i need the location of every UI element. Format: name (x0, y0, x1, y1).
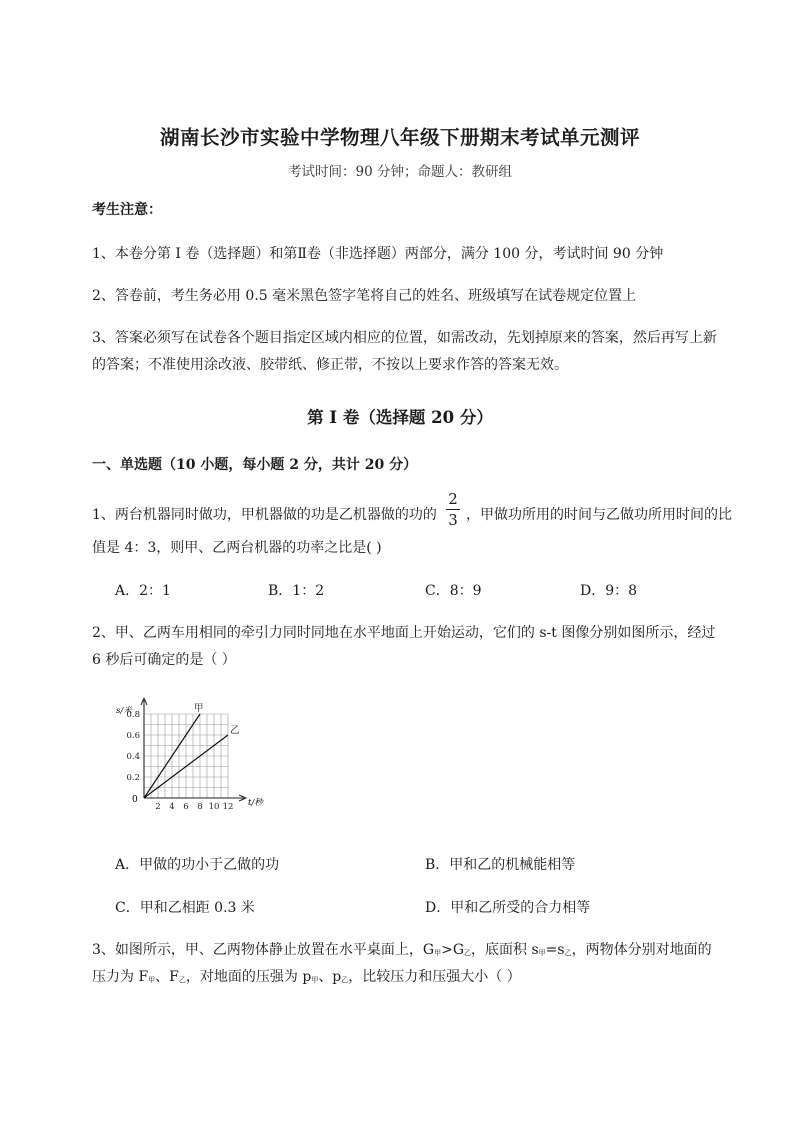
q3-eq: =s (545, 942, 565, 958)
q2-line-2: 6 秒后可确定的是（ ） (92, 652, 236, 668)
q2-option-d[interactable]: D．甲和乙所受的合力相等 (425, 900, 591, 916)
s-t-chart (108, 698, 288, 820)
q3-line-1-c: ，两物体分别对地面的 (571, 942, 712, 958)
fraction-numerator: 2 (448, 490, 458, 508)
q2-line-1: 2、甲、乙两车用相同的牵引力同时同地在水平地面上开始运动，它们的 s-t 图像分别如图所示，经过 (92, 625, 716, 641)
q3-dun: 、p (318, 969, 342, 985)
page-title: 湖南长沙市实验中学物理八年级下册期末考试单元测评 (159, 126, 640, 149)
q1-text-a: 1、两台机器同时做功，甲机器做的功是乙机器做的功的 (92, 507, 437, 523)
q1-option-a[interactable]: A．2：1 (115, 583, 171, 599)
x-tick-label: 6 (183, 802, 189, 812)
q1-option-d[interactable]: D．9：8 (580, 583, 638, 599)
q3-line-2-b: ，对地面的压强为 p (185, 969, 312, 985)
q1-option-c[interactable]: C．8：9 (425, 583, 482, 599)
series-label: 甲 (194, 703, 204, 714)
exam-info: 考试时间：90 分钟；命题人：教研组 (288, 164, 512, 180)
x-tick-label: 2 (155, 802, 161, 812)
y-tick-label: 0.6 (126, 731, 140, 741)
subscript-jia: 甲 (148, 976, 156, 984)
q3-line-2-c: ，比较压力和压强大小（ ） (348, 969, 521, 985)
x-tick-label: 8 (197, 802, 203, 812)
subscript-yi: 乙 (564, 949, 572, 957)
fraction-two-thirds (446, 490, 460, 529)
x-axis-label: t/秒 (248, 798, 263, 808)
q1-line-2: 值是 4：3，则甲、乙两台机器的功率之比是( ) (92, 540, 382, 556)
q2-option-a[interactable]: A．甲做的功小于乙做的功 (115, 857, 280, 873)
notice-item-1: 1、本卷分第 I 卷（选择题）和第Ⅱ卷（非选择题）两部分，满分 100 分，考试时间 90 分钟 (92, 246, 664, 262)
fraction-denominator: 3 (448, 511, 458, 529)
fraction-bar (446, 509, 460, 510)
series-label: 乙 (230, 725, 240, 736)
y-tick-label: 0.4 (126, 752, 140, 762)
q3-comma: 、F (155, 969, 179, 985)
q3-line-1-b: ，底面积 s (471, 942, 539, 958)
y-tick-label: 0.8 (126, 710, 140, 720)
chart-series (144, 703, 240, 798)
q2-option-b[interactable]: B．甲和乙的机械能相等 (425, 857, 576, 873)
chart-grid (144, 714, 228, 798)
subscript-yi: 乙 (341, 976, 349, 984)
x-tick-label: 4 (169, 802, 175, 812)
subscript-jia: 甲 (311, 976, 319, 984)
q3-line-2 (92, 967, 521, 990)
notice-item-3-line-1: 3、答案必须写在试卷各个题目指定区域内相应的位置，如需改动，先划掉原来的答案，然后再写上新 (92, 330, 717, 346)
subscript-jia: 甲 (434, 949, 442, 957)
x-tick-label: 12 (222, 802, 234, 812)
subscript-yi: 乙 (178, 976, 186, 984)
part-heading: 一、单选题（10 小题，每小题 2 分，共计 20 分） (92, 457, 418, 473)
q1-text-b: ，甲做功所用的时间与乙做功所用时间的比 (466, 507, 732, 523)
notice-item-2: 2、答卷前，考生务必用 0.5 毫米黑色签字笔将自己的姓名、班级填写在试卷规定位置上 (92, 288, 637, 304)
q3-gt: >G (441, 942, 465, 958)
y-axis-label: s/米 (116, 706, 132, 716)
subscript-yi: 乙 (464, 949, 472, 957)
notice-heading: 考生注意： (92, 202, 162, 218)
q2-option-c[interactable]: C．甲和乙相距 0.3 米 (115, 900, 255, 916)
q3-line-1-a: 3、如图所示，甲、乙两物体静止放置在水平桌面上，G (92, 942, 435, 958)
x-tick-label: 10 (208, 802, 220, 812)
origin-label: 0 (132, 795, 138, 805)
notice-item-3-line-2: 的答案；不准使用涂改液、胶带纸、修正带，不按以上要求作答的答案无效。 (92, 357, 568, 373)
q3-line-1 (92, 940, 712, 963)
subscript-jia: 甲 (538, 949, 546, 957)
chart-ticks (126, 710, 233, 812)
q1-option-b[interactable]: B．1：2 (268, 583, 325, 599)
y-tick-label: 0.2 (126, 773, 140, 783)
q3-line-2-a: 压力为 F (92, 969, 149, 985)
section-title: 第 I 卷（选择题 20 分） (307, 408, 493, 427)
